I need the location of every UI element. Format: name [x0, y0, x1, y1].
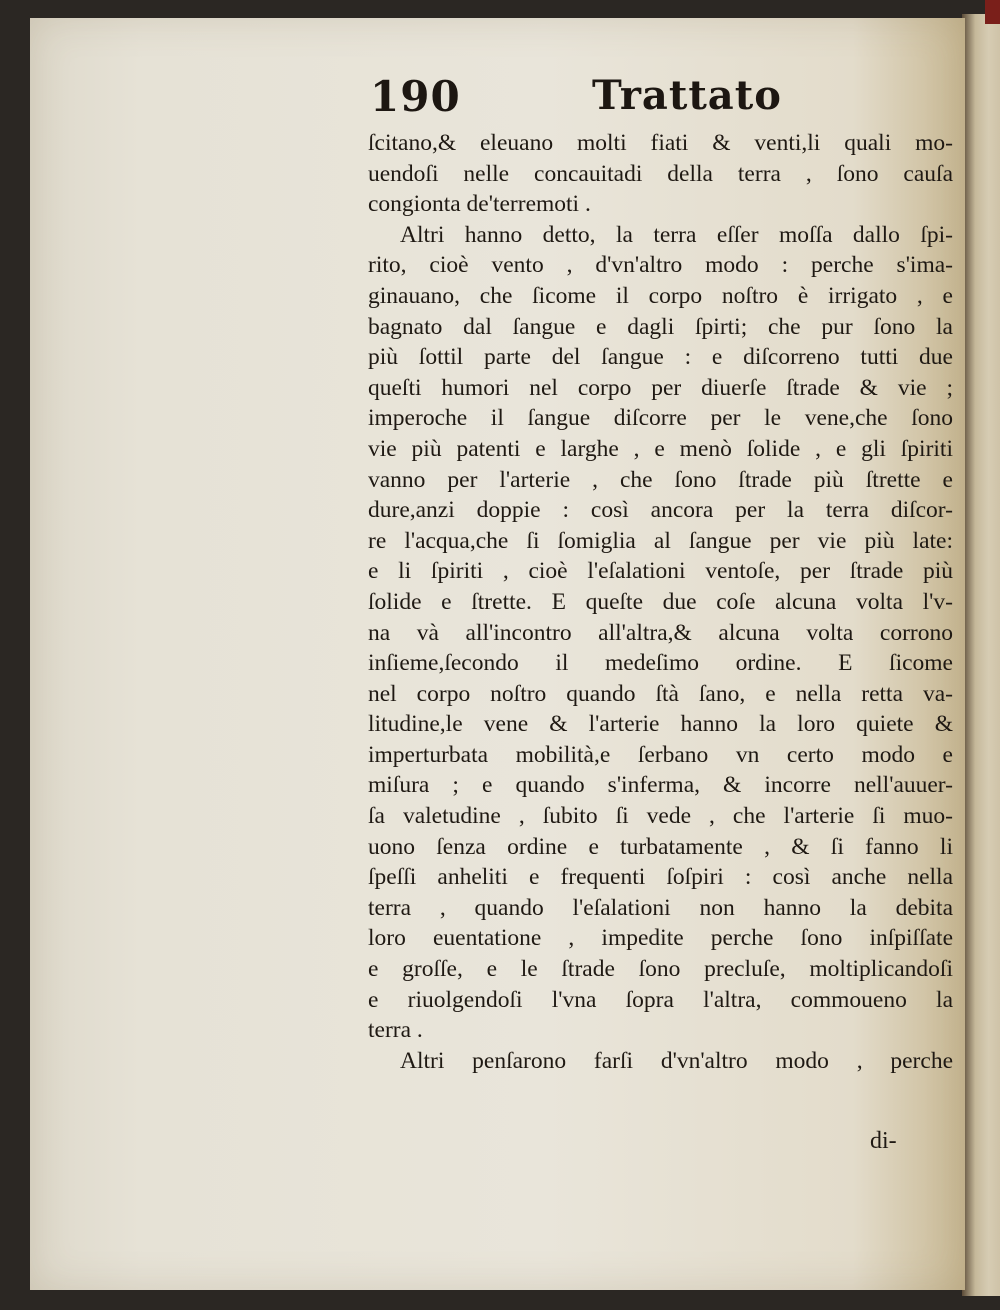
text-line: dure,anzi doppie : così ancora per la terra diſcor-: [368, 497, 953, 524]
text-line: ſa valetudine , ſubito ſi vede , che l'arterie ſi muo-: [368, 803, 953, 830]
text-line: ſpeſſi anheliti e frequenti ſoſpiri : così anche nella: [368, 864, 953, 891]
text-line: ginauano, che ſicome il corpo noſtro è irrigato , e: [368, 282, 953, 309]
facing-page-edge: [962, 14, 1000, 1296]
text-line: uendoſi nelle concauitadi della terra , ſono cauſa: [368, 160, 953, 187]
text-line: più ſottil parte del ſangue : e diſcorreno tutti due: [368, 344, 953, 371]
text-line: e li ſpiriti , cioè l'eſalationi ventoſe, per ſtrade più: [368, 558, 953, 585]
text-line: queſti humori nel corpo per diuerſe ſtrade & vie ;: [368, 374, 953, 401]
text-line: imperturbata mobilità,e ſerbano vn certo modo e: [368, 741, 953, 768]
text-line: congionta de'terremoti .: [368, 191, 591, 218]
text-line: imperoche il ſangue diſcorre per le vene,che ſono: [368, 405, 953, 432]
running-title: Trattato: [592, 72, 782, 119]
text-line: Altri penſarono farſi d'vn'altro modo , perche: [400, 1047, 953, 1074]
text-line: e riuolgendoſi l'vna ſopra l'altra, commoueno la: [368, 986, 953, 1013]
page-header: [370, 72, 940, 132]
text-line: vanno per l'arterie , che ſono ſtrade più ſtrette e: [368, 466, 953, 493]
catchword: di-: [870, 1128, 897, 1154]
text-line: miſura ; e quando s'inferma, & incorre nell'auuer-: [368, 772, 953, 799]
text-line: terra , quando l'eſalationi non hanno la debita: [368, 894, 953, 921]
text-line: Altri hanno detto, la terra eſſer moſſa dallo ſpi-: [400, 221, 953, 248]
text-line: terra .: [368, 1017, 423, 1044]
text-line: litudine,le vene & l'arterie hanno la loro quiete &: [368, 711, 953, 738]
text-line: re l'acqua,che ſi ſomiglia al ſangue per vie più late:: [368, 527, 953, 554]
text-line: bagnato dal ſangue e dagli ſpirti; che pur ſono la: [368, 313, 953, 340]
binding-edge: [985, 0, 1000, 24]
text-line: uono ſenza ordine e turbatamente , & ſi fanno li: [368, 833, 953, 860]
text-line: na và all'incontro all'altra,& alcuna volta corrono: [368, 619, 953, 646]
text-line: vie più patenti e larghe , e menò ſolide , e gli ſpiriti: [368, 435, 953, 462]
text-line: nel corpo noſtro quando ſtà ſano, e nella retta va-: [368, 680, 953, 707]
text-line: loro euentatione , impedite perche ſono inſpiſſate: [368, 925, 953, 952]
page-number: 190: [370, 72, 461, 121]
text-line: ſcitano,& eleuano molti fiati & venti,li quali mo-: [368, 130, 953, 156]
text-line: rito, cioè vento , d'vn'altro modo : perche s'ima-: [368, 252, 953, 279]
text-line: e groſſe, e le ſtrade ſono precluſe, moltiplicandoſi: [368, 956, 953, 983]
body-text: [368, 128, 953, 1076]
text-line: ſolide e ſtrette. E queſte due coſe alcuna volta l'v-: [368, 588, 953, 615]
text-line: inſieme,ſecondo il medeſimo ordine. E ſicome: [368, 650, 953, 677]
